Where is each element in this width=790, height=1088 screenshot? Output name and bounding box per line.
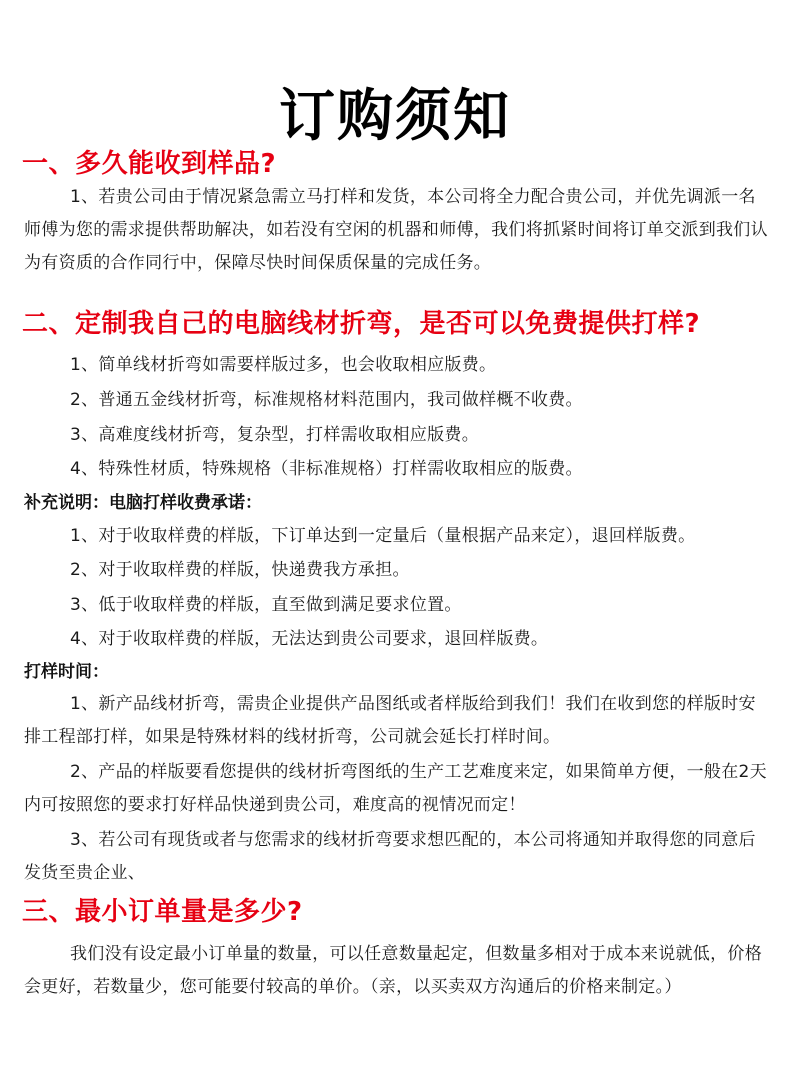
list-item: 4、对于收取样费的样版，无法达到贵公司要求，退回样版费。 [70, 629, 549, 649]
list-item: 2、普通五金线材折弯，标准规格材料范围内，我司做样概不收费。 [70, 390, 583, 410]
section-heading-free-sample: 二、定制我自己的电脑线材折弯，是否可以免费提供打样? [22, 309, 701, 339]
list-item: 1、对于收取样费的样版，下订单达到一定量后（量根据产品来定），退回样版费。 [70, 526, 696, 546]
section-heading-minimum-order: 三、最小订单量是多少? [22, 897, 303, 927]
list-item: 3、低于收取样费的样版，直至做到满足要求位置。 [70, 595, 462, 615]
paragraph-timing-2: 2、产品的样版要看您提供的线材折弯图纸的生产工艺难度来定，如果简单方便，一般在2天内可按照您的要求打好样品快递到贵公司，难度高的视情况而定！ [24, 762, 767, 815]
paragraph-sample-delivery: 1、若贵公司由于情况紧急需立马打样和发货，本公司将全力配合贵公司，并优先调派一名师傅为您的需求提供帮助解决，如若没有空闲的机器和师傅，我们将抓紧时间将订单交派到我们认为有资质的合作同行中，保障尽快时间保质保量的完成任务。 [24, 187, 768, 273]
list-item: 1、简单线材折弯如需要样版过多，也会收取相应版费。 [70, 355, 497, 375]
paragraph-minimum-order: 我们没有设定最小订单量的数量，可以任意数量起定，但数量多相对于成本来说就低，价格会更好，若数量少，您可能要付较高的单价。（亲，以买卖双方沟通后的价格来制定。） [24, 944, 762, 997]
page-title: 订购须知 [279, 82, 511, 149]
paragraph-timing-3: 3、若公司有现货或者与您需求的线材折弯要求想匹配的，本公司将通知并取得您的同意后发货至贵企业、 [24, 830, 756, 883]
list-item: 3、高难度线材折弯，复杂型，打样需收取相应版费。 [70, 425, 480, 445]
sub-heading-supplement: 补充说明：电脑打样收费承诺： [24, 493, 262, 513]
list-item: 4、特殊性材质，特殊规格（非标准规格）打样需收取相应的版费。 [70, 459, 583, 479]
paragraph-timing-1: 1、新产品线材折弯，需贵企业提供产品图纸或者样版给到我们！我们在收到您的样版时安排工程部打样，如果是特殊材料的线材折弯，公司就会延长打样时间。 [24, 694, 756, 747]
list-item: 2、对于收取样费的样版，快递费我方承担。 [70, 560, 410, 580]
sub-heading-sample-timing: 打样时间： [24, 662, 109, 682]
section-heading-sample-delivery: 一、多久能收到样品? [22, 149, 277, 179]
